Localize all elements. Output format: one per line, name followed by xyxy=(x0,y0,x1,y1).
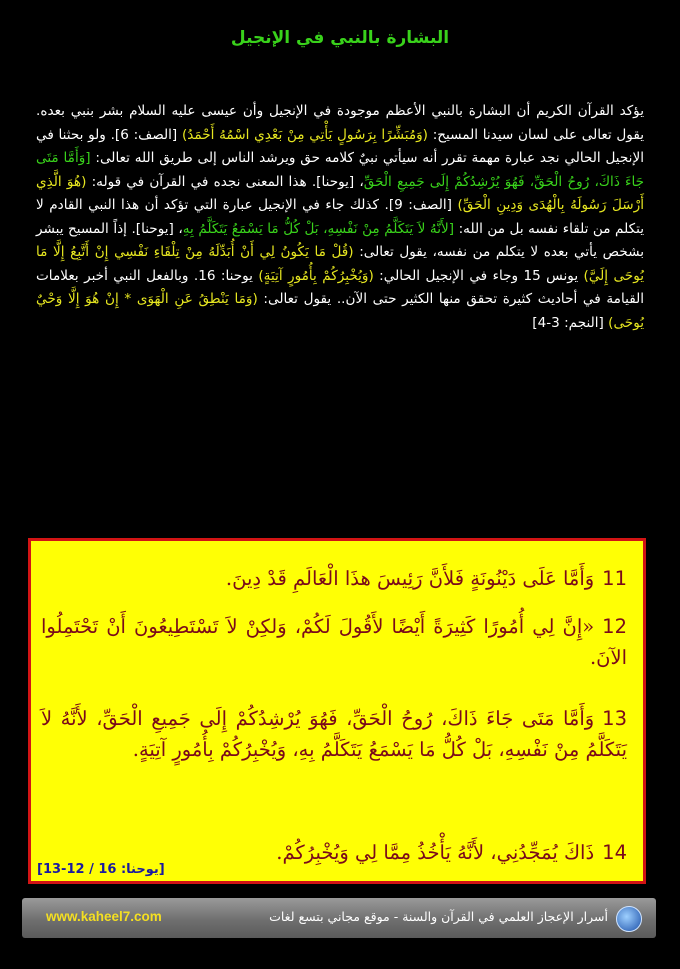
quran-quote: (هُوَ الَّذِي أَرْسَلَ رَسُولَهُ بِالْهُدَى وَدِينِ الْحَقِّ) xyxy=(36,173,644,213)
paragraph-segment: يؤكد القرآن الكريم أن البشارة بالنبي الأعظم موجودة في الإنجيل وأن عيسى عليه السلام بشر بنبي بعده. يقول تعالى على لسان سيدنا المسيح: xyxy=(36,103,644,143)
verse-number: 13 xyxy=(602,707,627,730)
verse-text: «إِنَّ لِي أُمُورًا كَثِيرَةً أَيْضًا لأَقُولَ لَكُمْ، وَلكِنْ لاَ تَسْتَطِيعُونَ أَنْ تَحْتَمِلُوا الآنَ. xyxy=(41,615,627,669)
verse-number: 11 xyxy=(602,567,627,590)
gospel-quote: [وَأَمَّا مَتَى جَاءَ ذَاكَ، رُوحُ الْحَقِّ، فَهُوَ يُرْشِدُكُمْ إِلَى جَمِيعِ الْحَقِّ xyxy=(36,150,644,190)
article-paragraph xyxy=(36,100,644,335)
footer-tagline: أسرار الإعجاز العلمي في القرآن والسنة - موقع مجاني بتسع لغات xyxy=(269,909,608,924)
verse-number: 14 xyxy=(602,841,627,864)
footer-bar xyxy=(22,898,656,938)
verse-13 xyxy=(41,703,627,765)
paragraph-segment: [الصف: 9]. كذلك جاء في الإنجيل عبارة التي تؤكد أن هذا النبي القادم لا يتكلم من تلقاء نفسه بل من الله: xyxy=(36,197,644,237)
verse-text: وَأَمَّا مَتَى جَاءَ ذَاكَ، رُوحُ الْحَقِّ، فَهُوَ يُرْشِدُكُمْ إِلَى جَمِيعِ الْحَقِّ، لأَنَّهُ لاَ يَتَكَلَّمُ مِنْ نَفْسِهِ، بَلْ كُلُّ مَا يَسْمَعُ يَتَكَلَّمُ بِهِ، وَيُخْبِرُكُمْ بِأُمُورٍ آتِيَةٍ. xyxy=(41,707,627,761)
website-link[interactable]: www.kaheel7.com xyxy=(46,909,162,924)
gospel-verses-box xyxy=(28,538,646,884)
verses-reference: [يوحنا: 16 / 12-13] xyxy=(37,862,165,877)
paragraph-segment: ، [يوحنا]. هذا المعنى نجده في القرآن في قوله: xyxy=(86,173,364,190)
quran-quote: (وَمَا يَنْطِقُ عَنِ الْهَوَى * إِنْ هُوَ إِلَّا وَحْيٌ يُوحَى) xyxy=(36,291,644,331)
quran-quote: (وَمُبَشِّرًا بِرَسُولٍ يَأْتِي مِنْ بَعْدِي اسْمُهُ أَحْمَدُ) xyxy=(181,126,428,143)
verse-text: ذَاكَ يُمَجِّدُنِي، لأَنَّهُ يَأْخُذُ مِمَّا لِي وَيُخْبِرُكُمْ. xyxy=(276,841,595,864)
paragraph-segment: ، [يوحنا]. إذاً المسيح يبشر بشخص يأتي بعده لا يتكلم من نفسه، يقول تعالى: xyxy=(36,220,644,260)
quran-quote: (وَيُخْبِرُكُمْ بِأُمُورٍ آتِيَةٍ) xyxy=(258,267,374,284)
paragraph-segment: يوحنا: 16. وبالفعل النبي أخبر بعلامات القيامة في أحاديث كثيرة تحقق منها الكثير حتى الآن.. يقول تعالى: xyxy=(36,267,644,307)
paragraph-text xyxy=(36,100,644,335)
verse-text: وَأَمَّا عَلَى دَيْنُونَةٍ فَلأَنَّ رَئِيسَ هذَا الْعَالَمِ قَدْ دِينَ. xyxy=(225,567,595,590)
paragraph-segment: [النجم: 3-4] xyxy=(532,314,609,331)
paragraph-segment: يونس 15 وجاء في الإنجيل الحالي: xyxy=(373,267,584,284)
verse-12 xyxy=(41,611,627,673)
verse-11 xyxy=(41,563,627,594)
verse-number: 12 xyxy=(602,615,627,638)
site-logo-icon xyxy=(616,906,642,932)
page-title: البشارة بالنبي في الإنجيل xyxy=(230,28,450,48)
paragraph-segment: [الصف: 6]. ولو بحثنا في الإنجيل الحالي نجد عبارة مهمة تقرر أنه سيأتي نبيٌ كلامه حق ويرشد الناس إلى طريق الله تعالى: xyxy=(36,126,644,166)
gospel-quote: [لأَنَّهُ لاَ يَتَكَلَّمُ مِنْ نَفْسِهِ، بَلْ كُلُّ مَا يَسْمَعُ يَتَكَلَّمُ بِهِ xyxy=(182,220,455,237)
quran-quote: (قُلْ مَا يَكُونُ لِي أَنْ أُبَدِّلَهُ مِنْ تِلْقَاءِ نَفْسِي إِنْ أَتَّبِعُ إِلَّا مَا يُوحَى إِلَيَّ) xyxy=(36,244,645,284)
